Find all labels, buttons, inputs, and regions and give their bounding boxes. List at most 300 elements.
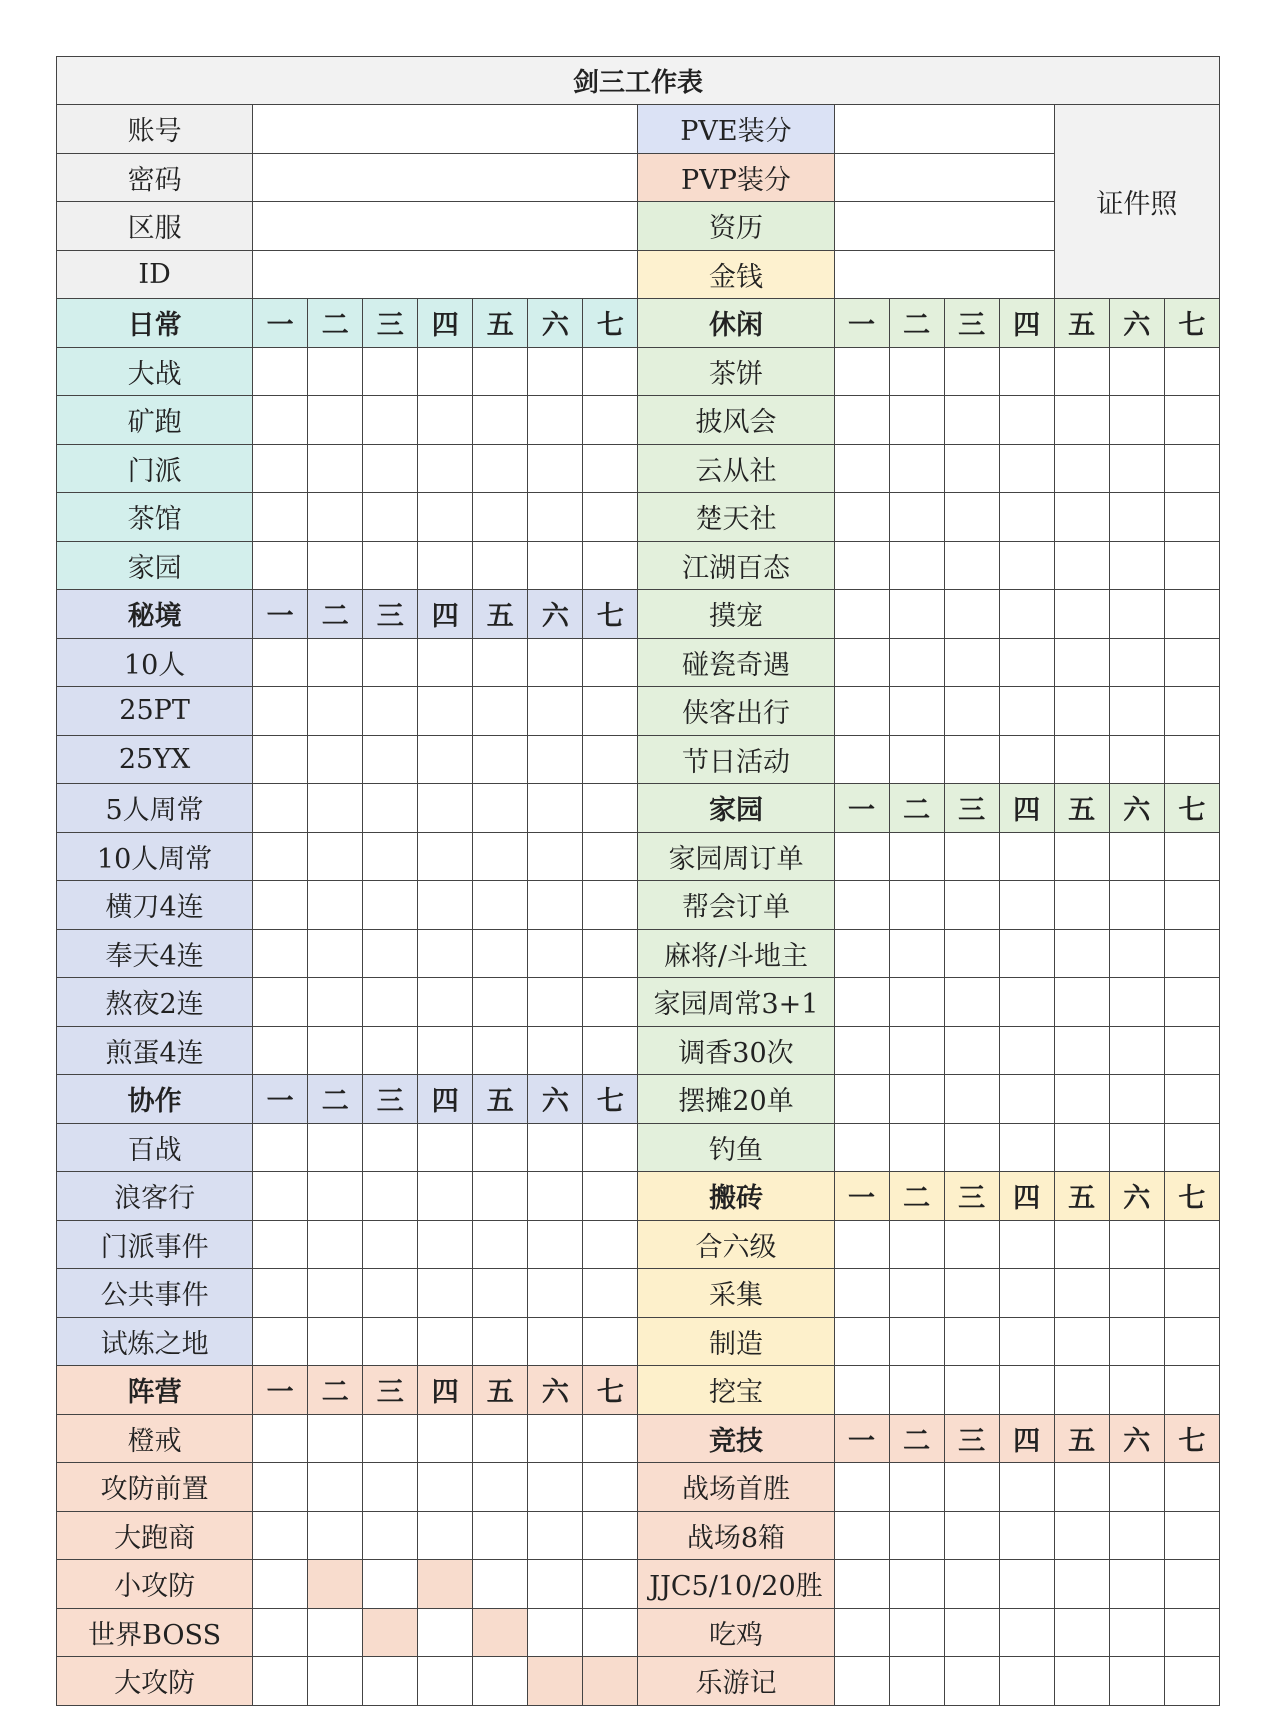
right-check-cell[interactable] <box>944 493 999 542</box>
right-check-cell[interactable] <box>834 1123 889 1172</box>
right-check-cell[interactable] <box>1054 396 1109 445</box>
left-check-cell[interactable] <box>253 1172 308 1221</box>
left-check-cell[interactable] <box>583 1269 638 1318</box>
left-check-cell[interactable] <box>363 784 418 833</box>
left-check-cell[interactable] <box>253 929 308 978</box>
right-check-cell[interactable] <box>1164 1511 1219 1560</box>
right-check-cell[interactable] <box>1164 444 1219 493</box>
right-check-cell[interactable] <box>999 1657 1054 1706</box>
left-check-cell[interactable] <box>528 638 583 687</box>
right-check-cell[interactable] <box>944 929 999 978</box>
right-check-cell[interactable] <box>1164 541 1219 590</box>
left-check-cell[interactable] <box>418 1463 473 1512</box>
right-check-cell[interactable] <box>944 1560 999 1609</box>
left-check-cell[interactable] <box>253 1317 308 1366</box>
right-check-cell[interactable] <box>834 687 889 736</box>
left-check-cell[interactable] <box>473 541 528 590</box>
right-check-cell[interactable] <box>944 1511 999 1560</box>
right-check-cell[interactable] <box>1054 1511 1109 1560</box>
right-check-cell[interactable] <box>834 541 889 590</box>
right-check-cell[interactable] <box>1054 687 1109 736</box>
left-check-cell[interactable] <box>528 444 583 493</box>
right-check-cell[interactable] <box>999 444 1054 493</box>
left-check-cell[interactable] <box>473 1172 528 1221</box>
left-check-cell[interactable] <box>418 929 473 978</box>
right-check-cell[interactable] <box>999 541 1054 590</box>
right-check-cell[interactable] <box>834 590 889 639</box>
left-check-cell[interactable] <box>473 1608 528 1657</box>
left-check-cell[interactable] <box>418 978 473 1027</box>
left-check-cell[interactable] <box>418 832 473 881</box>
right-check-cell[interactable] <box>834 1269 889 1318</box>
right-check-cell[interactable] <box>944 1608 999 1657</box>
left-check-cell[interactable] <box>583 978 638 1027</box>
left-check-cell[interactable] <box>253 1414 308 1463</box>
right-check-cell[interactable] <box>999 347 1054 396</box>
right-check-cell[interactable] <box>1109 881 1164 930</box>
left-check-cell[interactable] <box>418 444 473 493</box>
left-check-cell[interactable] <box>528 1269 583 1318</box>
left-check-cell[interactable] <box>308 493 363 542</box>
left-check-cell[interactable] <box>583 493 638 542</box>
right-check-cell[interactable] <box>1164 347 1219 396</box>
right-check-cell[interactable] <box>1109 1123 1164 1172</box>
right-check-cell[interactable] <box>1054 978 1109 1027</box>
right-check-cell[interactable] <box>1054 1123 1109 1172</box>
right-check-cell[interactable] <box>834 1511 889 1560</box>
right-check-cell[interactable] <box>999 1269 1054 1318</box>
right-check-cell[interactable] <box>1164 832 1219 881</box>
left-check-cell[interactable] <box>418 1269 473 1318</box>
right-check-cell[interactable] <box>1164 735 1219 784</box>
right-check-cell[interactable] <box>889 929 944 978</box>
right-check-cell[interactable] <box>834 1463 889 1512</box>
left-check-cell[interactable] <box>418 638 473 687</box>
right-check-cell[interactable] <box>1109 347 1164 396</box>
left-check-cell[interactable] <box>308 1172 363 1221</box>
left-check-cell[interactable] <box>253 1026 308 1075</box>
left-check-cell[interactable] <box>473 687 528 736</box>
right-check-cell[interactable] <box>999 1220 1054 1269</box>
right-check-cell[interactable] <box>1054 881 1109 930</box>
left-check-cell[interactable] <box>308 881 363 930</box>
left-check-cell[interactable] <box>473 1414 528 1463</box>
left-check-cell[interactable] <box>528 1414 583 1463</box>
left-check-cell[interactable] <box>418 881 473 930</box>
left-check-cell[interactable] <box>308 929 363 978</box>
right-check-cell[interactable] <box>999 1608 1054 1657</box>
right-check-cell[interactable] <box>944 1220 999 1269</box>
right-check-cell[interactable] <box>1109 590 1164 639</box>
left-check-cell[interactable] <box>528 929 583 978</box>
left-check-cell[interactable] <box>473 1123 528 1172</box>
left-check-cell[interactable] <box>473 1317 528 1366</box>
left-check-cell[interactable] <box>308 687 363 736</box>
right-check-cell[interactable] <box>889 832 944 881</box>
right-check-cell[interactable] <box>1054 1317 1109 1366</box>
left-check-cell[interactable] <box>253 784 308 833</box>
left-check-cell[interactable] <box>583 687 638 736</box>
right-check-cell[interactable] <box>999 735 1054 784</box>
right-check-cell[interactable] <box>944 347 999 396</box>
left-check-cell[interactable] <box>528 1123 583 1172</box>
left-check-cell[interactable] <box>308 1511 363 1560</box>
right-check-cell[interactable] <box>1164 1366 1219 1415</box>
right-check-cell[interactable] <box>1109 929 1164 978</box>
left-check-cell[interactable] <box>253 444 308 493</box>
left-check-cell[interactable] <box>308 1026 363 1075</box>
left-check-cell[interactable] <box>253 396 308 445</box>
left-check-cell[interactable] <box>418 735 473 784</box>
right-check-cell[interactable] <box>1109 1026 1164 1075</box>
left-check-cell[interactable] <box>253 1123 308 1172</box>
left-check-cell[interactable] <box>308 1657 363 1706</box>
right-check-cell[interactable] <box>999 832 1054 881</box>
left-check-cell[interactable] <box>473 1463 528 1512</box>
right-check-cell[interactable] <box>1109 1269 1164 1318</box>
right-check-cell[interactable] <box>1164 1317 1219 1366</box>
right-check-cell[interactable] <box>889 1366 944 1415</box>
right-check-cell[interactable] <box>999 638 1054 687</box>
left-check-cell[interactable] <box>308 735 363 784</box>
left-check-cell[interactable] <box>418 541 473 590</box>
right-check-cell[interactable] <box>889 1657 944 1706</box>
right-check-cell[interactable] <box>889 1220 944 1269</box>
left-check-cell[interactable] <box>528 1220 583 1269</box>
left-check-cell[interactable] <box>528 541 583 590</box>
right-check-cell[interactable] <box>944 978 999 1027</box>
right-check-cell[interactable] <box>889 1075 944 1124</box>
right-check-cell[interactable] <box>1164 1269 1219 1318</box>
right-check-cell[interactable] <box>999 929 1054 978</box>
left-check-cell[interactable] <box>473 978 528 1027</box>
right-check-cell[interactable] <box>1164 1123 1219 1172</box>
left-check-cell[interactable] <box>473 881 528 930</box>
pve-score-field[interactable] <box>834 105 1054 154</box>
right-check-cell[interactable] <box>944 396 999 445</box>
right-check-cell[interactable] <box>834 1657 889 1706</box>
left-check-cell[interactable] <box>418 1123 473 1172</box>
right-check-cell[interactable] <box>944 1657 999 1706</box>
left-check-cell[interactable] <box>473 638 528 687</box>
left-check-cell[interactable] <box>473 735 528 784</box>
right-check-cell[interactable] <box>834 735 889 784</box>
left-check-cell[interactable] <box>528 1026 583 1075</box>
left-check-cell[interactable] <box>418 1560 473 1609</box>
right-check-cell[interactable] <box>1109 735 1164 784</box>
right-check-cell[interactable] <box>1164 1463 1219 1512</box>
left-check-cell[interactable] <box>253 347 308 396</box>
left-check-cell[interactable] <box>418 1414 473 1463</box>
left-check-cell[interactable] <box>473 1269 528 1318</box>
right-check-cell[interactable] <box>944 1317 999 1366</box>
right-check-cell[interactable] <box>944 590 999 639</box>
left-check-cell[interactable] <box>308 1220 363 1269</box>
right-check-cell[interactable] <box>834 347 889 396</box>
right-check-cell[interactable] <box>834 638 889 687</box>
right-check-cell[interactable] <box>1164 590 1219 639</box>
right-check-cell[interactable] <box>999 687 1054 736</box>
right-check-cell[interactable] <box>944 1269 999 1318</box>
right-check-cell[interactable] <box>1054 493 1109 542</box>
left-check-cell[interactable] <box>253 541 308 590</box>
left-check-cell[interactable] <box>363 929 418 978</box>
left-check-cell[interactable] <box>418 687 473 736</box>
left-check-cell[interactable] <box>583 929 638 978</box>
left-check-cell[interactable] <box>308 1608 363 1657</box>
right-check-cell[interactable] <box>1054 1560 1109 1609</box>
left-check-cell[interactable] <box>418 1220 473 1269</box>
left-check-cell[interactable] <box>583 1172 638 1221</box>
right-check-cell[interactable] <box>999 978 1054 1027</box>
left-check-cell[interactable] <box>363 1414 418 1463</box>
right-check-cell[interactable] <box>999 1560 1054 1609</box>
left-check-cell[interactable] <box>583 1414 638 1463</box>
right-check-cell[interactable] <box>1054 1220 1109 1269</box>
right-check-cell[interactable] <box>999 396 1054 445</box>
right-check-cell[interactable] <box>1164 881 1219 930</box>
right-check-cell[interactable] <box>1109 1220 1164 1269</box>
left-check-cell[interactable] <box>583 347 638 396</box>
right-check-cell[interactable] <box>944 1026 999 1075</box>
right-check-cell[interactable] <box>1054 1026 1109 1075</box>
right-check-cell[interactable] <box>889 444 944 493</box>
right-check-cell[interactable] <box>1109 687 1164 736</box>
left-check-cell[interactable] <box>363 1317 418 1366</box>
money-field[interactable] <box>834 250 1054 299</box>
right-check-cell[interactable] <box>834 1075 889 1124</box>
left-check-cell[interactable] <box>308 347 363 396</box>
left-check-cell[interactable] <box>363 1463 418 1512</box>
server-field[interactable] <box>253 202 638 251</box>
left-check-cell[interactable] <box>473 493 528 542</box>
left-check-cell[interactable] <box>363 832 418 881</box>
right-check-cell[interactable] <box>834 493 889 542</box>
account-field[interactable] <box>253 105 638 154</box>
left-check-cell[interactable] <box>308 1560 363 1609</box>
left-check-cell[interactable] <box>253 978 308 1027</box>
left-check-cell[interactable] <box>528 1511 583 1560</box>
right-check-cell[interactable] <box>1054 929 1109 978</box>
right-check-cell[interactable] <box>1164 396 1219 445</box>
left-check-cell[interactable] <box>253 1269 308 1318</box>
left-check-cell[interactable] <box>253 638 308 687</box>
right-check-cell[interactable] <box>999 590 1054 639</box>
right-check-cell[interactable] <box>1054 541 1109 590</box>
left-check-cell[interactable] <box>528 1172 583 1221</box>
right-check-cell[interactable] <box>834 929 889 978</box>
right-check-cell[interactable] <box>1054 1366 1109 1415</box>
right-check-cell[interactable] <box>889 1463 944 1512</box>
right-check-cell[interactable] <box>889 881 944 930</box>
left-check-cell[interactable] <box>418 1657 473 1706</box>
left-check-cell[interactable] <box>363 493 418 542</box>
left-check-cell[interactable] <box>363 978 418 1027</box>
right-check-cell[interactable] <box>889 735 944 784</box>
right-check-cell[interactable] <box>999 1366 1054 1415</box>
right-check-cell[interactable] <box>889 347 944 396</box>
left-check-cell[interactable] <box>363 541 418 590</box>
right-check-cell[interactable] <box>1109 1075 1164 1124</box>
right-check-cell[interactable] <box>1054 1657 1109 1706</box>
left-check-cell[interactable] <box>583 396 638 445</box>
right-check-cell[interactable] <box>1164 1075 1219 1124</box>
right-check-cell[interactable] <box>1109 493 1164 542</box>
left-check-cell[interactable] <box>363 347 418 396</box>
left-check-cell[interactable] <box>418 493 473 542</box>
left-check-cell[interactable] <box>583 1511 638 1560</box>
left-check-cell[interactable] <box>363 1608 418 1657</box>
left-check-cell[interactable] <box>583 1657 638 1706</box>
right-check-cell[interactable] <box>999 493 1054 542</box>
left-check-cell[interactable] <box>528 735 583 784</box>
right-check-cell[interactable] <box>1109 396 1164 445</box>
left-check-cell[interactable] <box>253 1608 308 1657</box>
left-check-cell[interactable] <box>363 1172 418 1221</box>
left-check-cell[interactable] <box>528 832 583 881</box>
right-check-cell[interactable] <box>1109 1366 1164 1415</box>
left-check-cell[interactable] <box>528 1560 583 1609</box>
right-check-cell[interactable] <box>1054 444 1109 493</box>
right-check-cell[interactable] <box>944 444 999 493</box>
right-check-cell[interactable] <box>944 832 999 881</box>
right-check-cell[interactable] <box>889 1511 944 1560</box>
left-check-cell[interactable] <box>473 1560 528 1609</box>
right-check-cell[interactable] <box>1054 735 1109 784</box>
left-check-cell[interactable] <box>363 687 418 736</box>
left-check-cell[interactable] <box>473 396 528 445</box>
right-check-cell[interactable] <box>999 1463 1054 1512</box>
left-check-cell[interactable] <box>528 687 583 736</box>
left-check-cell[interactable] <box>308 784 363 833</box>
right-check-cell[interactable] <box>889 1123 944 1172</box>
left-check-cell[interactable] <box>473 347 528 396</box>
right-check-cell[interactable] <box>834 978 889 1027</box>
right-check-cell[interactable] <box>944 541 999 590</box>
right-check-cell[interactable] <box>944 1075 999 1124</box>
left-check-cell[interactable] <box>528 881 583 930</box>
right-check-cell[interactable] <box>1164 1608 1219 1657</box>
right-check-cell[interactable] <box>999 1123 1054 1172</box>
right-check-cell[interactable] <box>1164 493 1219 542</box>
left-check-cell[interactable] <box>528 1657 583 1706</box>
pvp-score-field[interactable] <box>834 153 1054 202</box>
left-check-cell[interactable] <box>473 1026 528 1075</box>
left-check-cell[interactable] <box>528 1608 583 1657</box>
right-check-cell[interactable] <box>1054 590 1109 639</box>
right-check-cell[interactable] <box>834 1026 889 1075</box>
left-check-cell[interactable] <box>528 1463 583 1512</box>
left-check-cell[interactable] <box>583 1123 638 1172</box>
right-check-cell[interactable] <box>1109 444 1164 493</box>
left-check-cell[interactable] <box>253 687 308 736</box>
right-check-cell[interactable] <box>1109 1608 1164 1657</box>
left-check-cell[interactable] <box>253 493 308 542</box>
right-check-cell[interactable] <box>1164 929 1219 978</box>
left-check-cell[interactable] <box>363 1220 418 1269</box>
right-check-cell[interactable] <box>834 832 889 881</box>
right-check-cell[interactable] <box>1109 1317 1164 1366</box>
left-check-cell[interactable] <box>363 1511 418 1560</box>
left-check-cell[interactable] <box>363 1560 418 1609</box>
left-check-cell[interactable] <box>308 638 363 687</box>
right-check-cell[interactable] <box>999 1026 1054 1075</box>
left-check-cell[interactable] <box>473 929 528 978</box>
right-check-cell[interactable] <box>1164 1560 1219 1609</box>
right-check-cell[interactable] <box>999 1317 1054 1366</box>
right-check-cell[interactable] <box>834 444 889 493</box>
right-check-cell[interactable] <box>889 590 944 639</box>
right-check-cell[interactable] <box>1164 638 1219 687</box>
left-check-cell[interactable] <box>473 1657 528 1706</box>
right-check-cell[interactable] <box>889 978 944 1027</box>
left-check-cell[interactable] <box>253 881 308 930</box>
right-check-cell[interactable] <box>1109 1463 1164 1512</box>
left-check-cell[interactable] <box>418 784 473 833</box>
right-check-cell[interactable] <box>999 1511 1054 1560</box>
left-check-cell[interactable] <box>583 1560 638 1609</box>
left-check-cell[interactable] <box>418 1511 473 1560</box>
left-check-cell[interactable] <box>473 1511 528 1560</box>
left-check-cell[interactable] <box>253 1511 308 1560</box>
left-check-cell[interactable] <box>583 541 638 590</box>
right-check-cell[interactable] <box>944 1463 999 1512</box>
left-check-cell[interactable] <box>583 1608 638 1657</box>
left-check-cell[interactable] <box>308 541 363 590</box>
left-check-cell[interactable] <box>583 735 638 784</box>
left-check-cell[interactable] <box>363 396 418 445</box>
right-check-cell[interactable] <box>1054 1075 1109 1124</box>
left-check-cell[interactable] <box>418 347 473 396</box>
seniority-field[interactable] <box>834 202 1054 251</box>
right-check-cell[interactable] <box>1164 1026 1219 1075</box>
left-check-cell[interactable] <box>363 1269 418 1318</box>
left-check-cell[interactable] <box>308 1463 363 1512</box>
right-check-cell[interactable] <box>1054 1463 1109 1512</box>
left-check-cell[interactable] <box>363 1026 418 1075</box>
right-check-cell[interactable] <box>889 638 944 687</box>
right-check-cell[interactable] <box>1054 1269 1109 1318</box>
right-check-cell[interactable] <box>834 1317 889 1366</box>
left-check-cell[interactable] <box>583 1317 638 1366</box>
left-check-cell[interactable] <box>253 1220 308 1269</box>
right-check-cell[interactable] <box>889 1560 944 1609</box>
right-check-cell[interactable] <box>944 881 999 930</box>
left-check-cell[interactable] <box>528 978 583 1027</box>
right-check-cell[interactable] <box>944 1366 999 1415</box>
left-check-cell[interactable] <box>253 735 308 784</box>
left-check-cell[interactable] <box>363 1657 418 1706</box>
left-check-cell[interactable] <box>583 784 638 833</box>
right-check-cell[interactable] <box>1109 541 1164 590</box>
left-check-cell[interactable] <box>308 1317 363 1366</box>
right-check-cell[interactable] <box>889 1317 944 1366</box>
left-check-cell[interactable] <box>528 1317 583 1366</box>
right-check-cell[interactable] <box>834 1608 889 1657</box>
left-check-cell[interactable] <box>308 396 363 445</box>
right-check-cell[interactable] <box>1109 978 1164 1027</box>
left-check-cell[interactable] <box>473 832 528 881</box>
right-check-cell[interactable] <box>889 396 944 445</box>
right-check-cell[interactable] <box>1109 832 1164 881</box>
right-check-cell[interactable] <box>1054 638 1109 687</box>
id-photo-box[interactable]: 证件照 <box>1054 105 1219 299</box>
left-check-cell[interactable] <box>583 832 638 881</box>
right-check-cell[interactable] <box>889 1026 944 1075</box>
right-check-cell[interactable] <box>834 1366 889 1415</box>
left-check-cell[interactable] <box>418 1172 473 1221</box>
right-check-cell[interactable] <box>1109 638 1164 687</box>
